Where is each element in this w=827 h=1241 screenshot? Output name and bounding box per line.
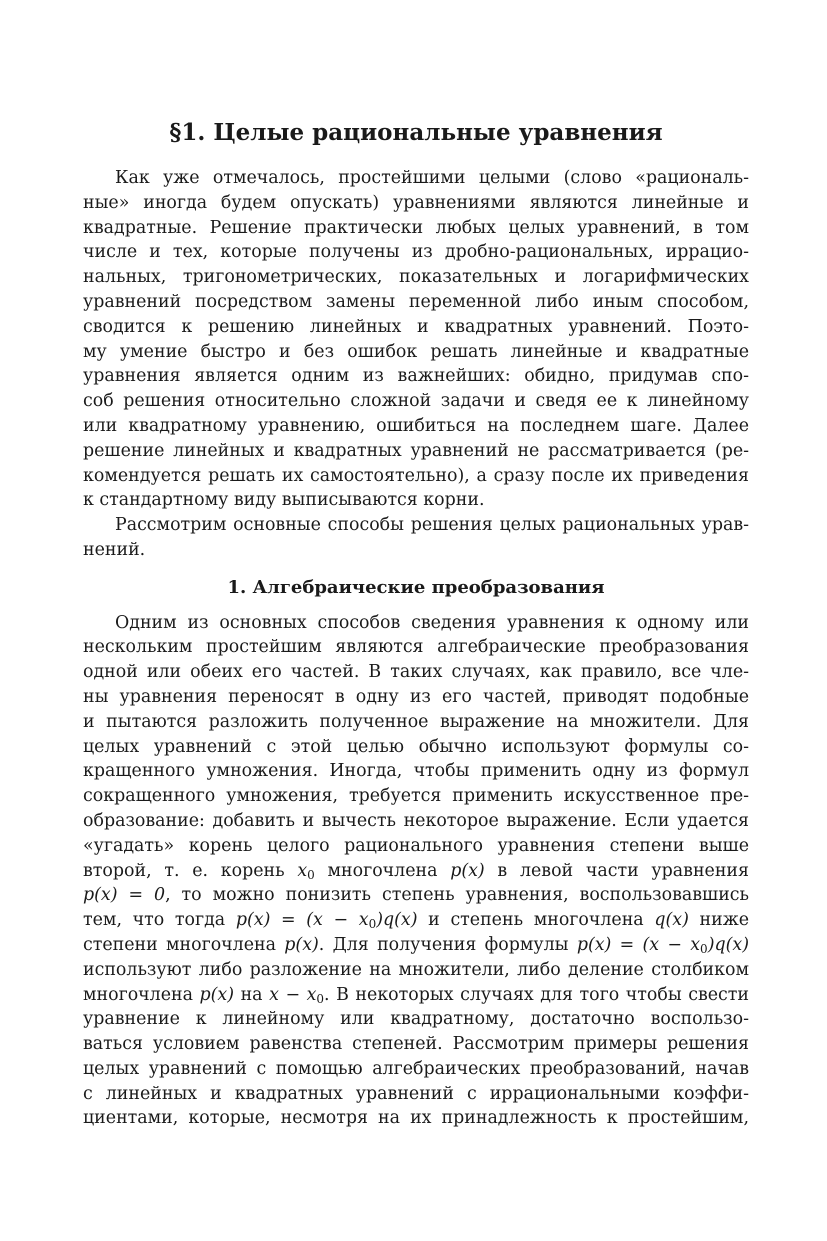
math-x0: $x_0$ bbox=[297, 860, 315, 882]
math-px: p(x) bbox=[199, 984, 235, 1005]
text-line: сводится к решению линейных и квадратных уравнений. Поэто- bbox=[83, 316, 749, 337]
text-line: соб решения относительно сложной задачи и сведя ее к линейному bbox=[83, 391, 749, 412]
math-qx: q(x) bbox=[654, 910, 689, 931]
text-segment: и степень многочлена bbox=[417, 910, 655, 931]
text-line bbox=[83, 933, 749, 958]
text-line: решение линейных и квадратных уравнений не рассматривается (ре- bbox=[83, 440, 749, 461]
text-segment: степени многочлена bbox=[83, 934, 285, 955]
text-line: одной или обеих его частей. В таких случаях, как правило, все чле- bbox=[83, 662, 749, 683]
text-segment: . В некоторых случаях для того чтобы свести bbox=[324, 984, 750, 1005]
text-segment: второй, т. е. корень bbox=[83, 860, 298, 881]
text-line: кращенного умножения. Иногда, чтобы применить одну из формул bbox=[83, 761, 749, 782]
text-line: целых уравнений с этой целью обычно используют формулы со- bbox=[83, 736, 749, 757]
math-px: p(x) bbox=[450, 860, 485, 881]
text-line: нальных, тригонометрических, показательных и логарифмических bbox=[83, 267, 749, 288]
text-line: комендуется решать их самостоятельно), а сразу после их приведения bbox=[83, 465, 749, 486]
text-segment: многочлена bbox=[83, 984, 200, 1005]
text-segment: , то можно понизить степень уравнения, воспользовавшись bbox=[165, 885, 749, 906]
text-line: используют либо разложение на множители, либо деление столбиком bbox=[83, 959, 749, 980]
text-line: квадратные. Решение практически любых целых уравнений, в том bbox=[83, 217, 749, 238]
math-factorization: $p(x) = (x - x_0)q(x)$ bbox=[235, 910, 418, 932]
page-title: §1. Целые рациональные уравнения bbox=[169, 119, 663, 146]
text-line: с линейных и квадратных уравнений с иррациональными коэффи- bbox=[83, 1083, 749, 1104]
text-line bbox=[83, 983, 749, 1008]
text-line: циентами, которые, несмотря на их принадлежность к простейшим, bbox=[83, 1108, 749, 1129]
text-segment: на bbox=[234, 984, 270, 1005]
text-segment: в левой части уравнения bbox=[484, 860, 749, 881]
text-segment: ниже bbox=[688, 910, 749, 931]
text-line: ваться условием равенства степеней. Рассмотрим примеры решения bbox=[83, 1034, 749, 1055]
text-line: ны уравнения переносят в одну из его частей, приводят подобные bbox=[83, 686, 749, 707]
document-page bbox=[83, 118, 749, 1131]
text-line: ные» иногда будем опускать) уравнениями являются линейные и bbox=[83, 192, 749, 213]
text-line: уравнение к линейному или квадратному, достаточно воспользо- bbox=[83, 1009, 749, 1030]
text-line bbox=[83, 908, 749, 933]
section-title: 1. Алгебраические преобразования bbox=[227, 576, 605, 598]
math-px: p(x) bbox=[284, 934, 319, 955]
text-line: Как уже отмечалось, простейшими целыми (слово «рациональ- bbox=[115, 168, 749, 188]
text-line: уравнения является одним из важнейших: обидно, придумав спо- bbox=[83, 366, 749, 387]
text-line: числе и тех, которые получены из дробно-рациональных, иррацио- bbox=[83, 242, 749, 263]
text-line: му умение быстро и без ошибок решать линейные и квадратные bbox=[83, 341, 749, 362]
text-line: к стандартному виду выписываются корни. bbox=[83, 490, 485, 511]
text-line: «угадать» корень целого рационального уравнения степени выше bbox=[83, 835, 749, 856]
body-paragraph bbox=[83, 611, 749, 1132]
text-segment: тем, что тогда bbox=[83, 910, 236, 931]
text-line bbox=[83, 883, 749, 908]
text-line: сокращенного умножения, требуется применить искусственное пре- bbox=[83, 786, 749, 807]
text-line: Одним из основных способов сведения уравнения к одному или bbox=[115, 612, 749, 633]
text-segment: многочлена bbox=[314, 860, 451, 881]
text-line: целых уравнений с помощью алгебраических преобразований, начав bbox=[83, 1058, 749, 1079]
intro-paragraph-2 bbox=[83, 513, 749, 563]
math-factorization: $p(x) = (x - x_0)q(x)$ bbox=[576, 934, 749, 956]
text-line: или квадратному уравнению, ошибиться на последнем шаге. Далее bbox=[83, 415, 749, 436]
intro-paragraph bbox=[83, 166, 749, 513]
text-segment: . Для получения формулы bbox=[318, 934, 577, 955]
text-line: уравнений посредством замены переменной либо иным способом, bbox=[83, 291, 749, 312]
text-line: нескольким простейшим являются алгебраические преобразования bbox=[83, 637, 749, 658]
math-px-eq-zero: p(x) = 0 bbox=[83, 885, 166, 906]
text-line: образование: добавить и вычесть некоторое выражение. Если удается bbox=[83, 810, 749, 831]
math-x-minus-x0: $x - x_0$ bbox=[269, 984, 325, 1006]
text-line bbox=[83, 859, 749, 884]
text-line: нений. bbox=[83, 539, 146, 560]
text-line: Рассмотрим основные способы решения целых рациональных урав- bbox=[115, 515, 749, 536]
text-line: и пытаются разложить полученное выражение на множители. Для bbox=[83, 711, 749, 732]
